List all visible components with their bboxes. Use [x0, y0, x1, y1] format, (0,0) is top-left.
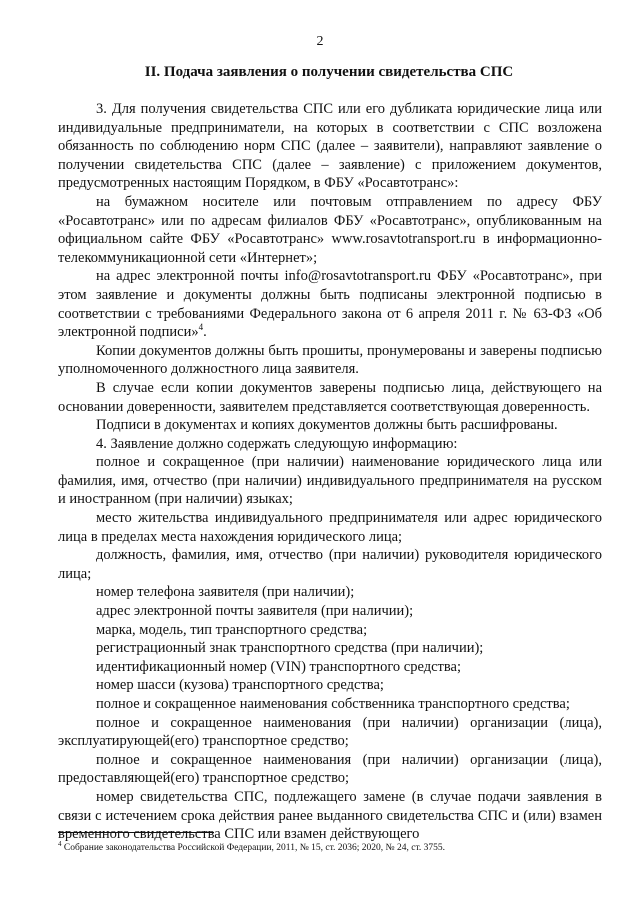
list-item: номер шасси (кузова) транспортного средства;	[96, 677, 384, 694]
paragraph: Копии документов должны быть прошиты, пронумерованы и заверены подписью уполномоченного должностного лица заявителя.	[58, 342, 602, 378]
document-body	[58, 100, 602, 844]
list-item: адрес электронной почты заявителя (при наличии);	[96, 603, 414, 620]
list-item: должность, фамилия, имя, отчество (при наличии) руководителя юридического лица;	[58, 547, 602, 582]
page-number: 2	[316, 34, 324, 49]
list-item: полное и сокращенное наименования (при наличии) организации (лица), эксплуатирующей(его) транспортное средство;	[58, 714, 602, 750]
paragraph: В случае если копии документов заверены подписью лица, действующего на основании доверенности, заявителем представляется соответствующая доверенность.	[58, 379, 602, 415]
list-item: место жительства индивидуального предпринимателя или адрес юридического лица в пределах места нахождения юридического лица;	[58, 510, 602, 545]
list-item: полное и сокращенное (при наличии) наименование юридического лица или фамилия, имя, отчество (при наличии) индивидуального предпринимателя на русском и иностранном (при наличии) языках;	[58, 454, 602, 508]
paragraph: 4. Заявление должно содержать следующую информацию:	[96, 435, 458, 452]
footnote-text: Собрание законодательства Российской Федерации, 2011, № 15, ст. 2036; 2020, № 24, ст. 3755.	[61, 843, 446, 853]
footnote-marker: 4	[58, 839, 62, 848]
footnote-reference: 4	[198, 322, 204, 333]
footnote	[58, 839, 602, 854]
paragraph-text: на адрес электронной почты info@rosavtotransport.ru ФБУ «Росавтотранс», при этом заявление и документы должны быть подписаны электронной подписью в соответствии с требованиями Федерального закона от 6 апреля 2011 г. № 63-ФЗ «Об электронной подписи»	[58, 268, 602, 341]
paragraph: Подписи в документах и копиях документов должны быть расшифрованы.	[96, 417, 558, 434]
section-heading: II. Подача заявления о получении свидетельства СПС	[144, 64, 514, 80]
list-item: марка, модель, тип транспортного средства;	[96, 621, 368, 638]
list-item: полное и сокращенное наименования (при наличии) организации (лица), предоставляющей(его) транспортное средство;	[58, 751, 602, 787]
footnote-divider	[58, 832, 214, 833]
list-item: номер телефона заявителя (при наличии);	[96, 584, 355, 601]
paragraph: 3. Для получения свидетельства СПС или его дубликата юридические лица или индивидуальные предприниматели, на которых в соответствии с СПС возложена обязанность по соблюдению норм СПС (далее – заявители), направляют заявление о получении свидетельства СПС (далее – заявление) с приложением документов, предусмотренных настоящим Порядком, в ФБУ «Росавтотранс»:	[58, 101, 602, 192]
paragraph	[58, 267, 602, 341]
list-item: регистрационный знак транспортного средства (при наличии);	[96, 640, 484, 657]
paragraph: на бумажном носителе или почтовым отправлением по адресу ФБУ «Росавтотранс» или по адресам филиалов ФБУ «Росавтотранс», опубликованным на официальном сайте ФБУ «Росавтотранс» www.rosavtotransport.ru в информационно-телекоммуникационной сети «Интернет»;	[58, 193, 602, 266]
list-item: полное и сокращенное наименования собственника транспортного средства;	[96, 696, 570, 712]
paragraph-tail: .	[203, 324, 207, 341]
list-item: идентификационный номер (VIN) транспортного средства;	[96, 658, 462, 675]
list-item: номер свидетельства СПС, подлежащего замене (в случае подачи заявления в связи с истечением срока действия ранее выданного свидетельства СПС и (или) взамен временного свидетельства СПС или взамен действующего	[58, 788, 602, 843]
